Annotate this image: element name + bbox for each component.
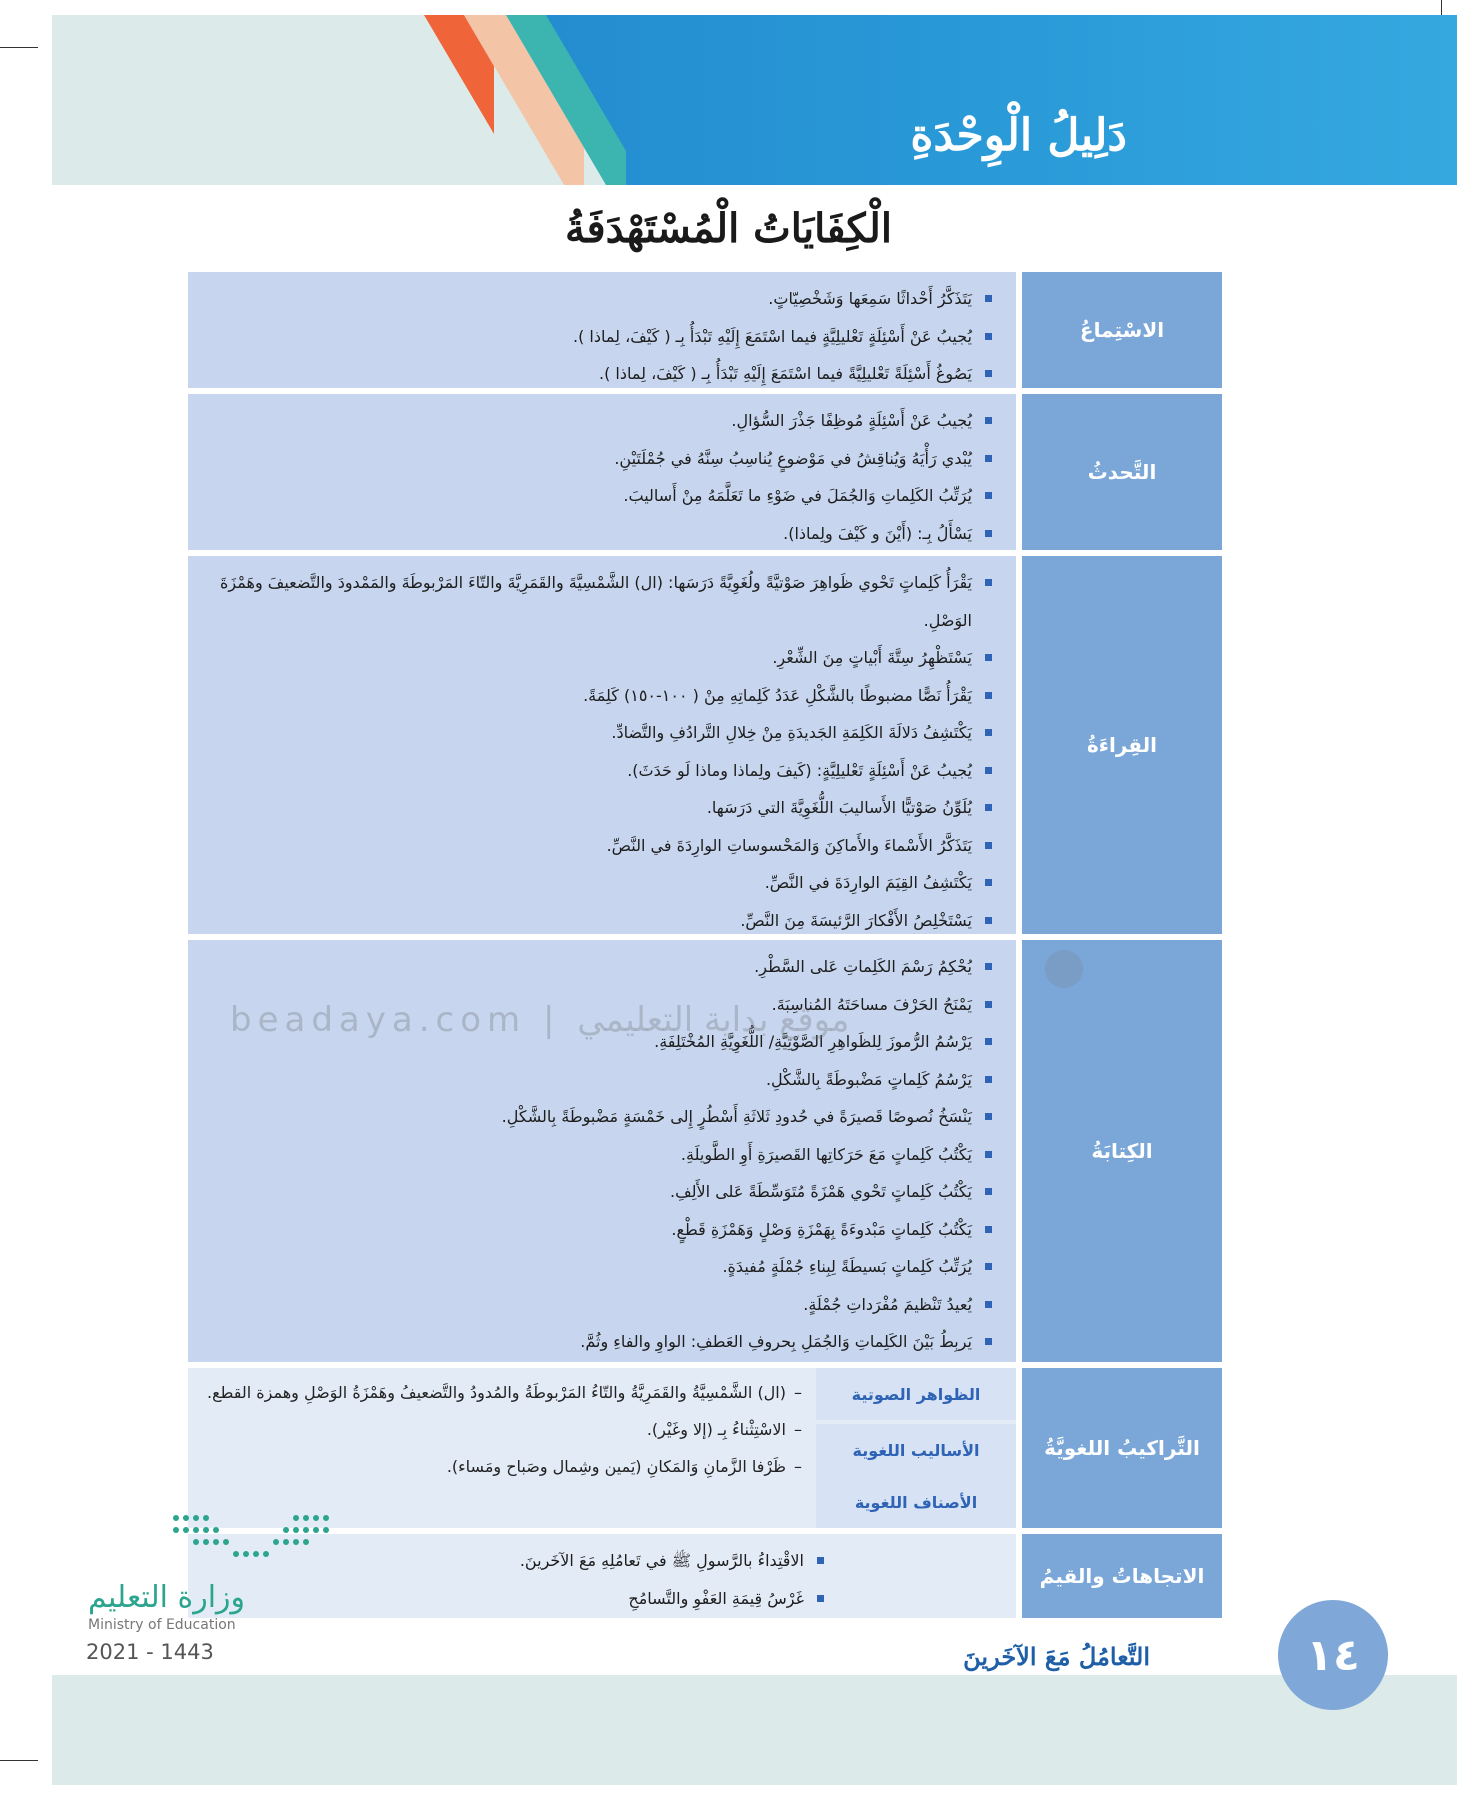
section-label-cell [1022, 394, 1222, 550]
list-item: يَصُوغُ أَسْئِلَةً تَعْليلِيَّةً فيما اسْتَمَعَ إِلَيْهِ تَبْدَأُ بِـ ( كَيْفَ، لِماذا ). [198, 355, 994, 393]
watermark-circle [1045, 950, 1083, 988]
section-label-cell [1022, 1368, 1222, 1528]
list-item: يَكْتُبُ كَلِماتٍ مَعَ حَرَكاتِها القَصيرَةِ أَوِ الطَّويلَةِ. [198, 1136, 994, 1174]
section-label: التَّراكيبُ اللغويَّةُ [1044, 1436, 1200, 1460]
list-item: يُحْكِمُ رَسْمَ الكَلِماتِ عَلى السَّطْرِ. [198, 948, 994, 986]
section-reading [188, 556, 1222, 934]
page-title: الْكِفَايَاتُ الْمُسْتَهْدَفَةُ [565, 205, 892, 252]
section-content [188, 556, 1016, 934]
list-item: يُجيبُ عَنْ أَسْئِلَةٍ تَعْليلِيَّةٍ: (كَيفَ ولِماذا وماذا لَو حَدَثَ). [198, 752, 994, 790]
section-content [188, 394, 1016, 550]
header-title: دَلِيلُ الْوِحْدَةِ [910, 110, 1127, 161]
list-item: يَمْنَحُ الحَرْفَ مساحَتَهُ المُناسِبَةَ. [198, 986, 994, 1024]
list-item: يَقْرَأُ كَلِماتٍ تَحْوي ظَواهِرَ صَوْتيَّةً ولُغَوِيَّةً دَرَسَها: (ال) الشَّمْسِيَّةَ والقَمَرِيَّةَ والتّاءَ المَرْبوطَةَ والمَمْدودَ والتَّضعيفَ وهَمْزَةَ الوَصْلِ. [198, 564, 994, 639]
edition-year: 2021 - 1443 [86, 1640, 214, 1664]
list-item: الاقْتِداءُ بالرَّسولِ ﷺ في تَعامُلِهِ مَعَ الآخَرينَ. [198, 1542, 826, 1580]
structures-list [200, 1374, 802, 1485]
section-structures [188, 1368, 1222, 1528]
section-label-cell [1022, 940, 1222, 1362]
sub-label-styles: الأساليب اللغوية [816, 1424, 1016, 1476]
trim-mark [0, 1760, 38, 1761]
list-item: يُبْدي رَأْيَهُ وَيُناقِشُ في مَوْضوعٍ يُناسِبُ سِنَّهُ في جُمْلَتَيْنِ. [198, 440, 994, 478]
list-item: – (ال) الشَّمْسِيَّةُ والقَمَرِيَّةُ والتّاءُ المَرْبوطَةُ والمُدودُ والتَّضعيفُ وهَمْزَةُ الوَصْلِ وهمزة القطع. [200, 1374, 802, 1411]
list-item: يَتَذَكَّرُ الأَسْماءَ والأَماكِنَ وَالمَحْسوساتِ الوارِدَةَ في النَّصِّ. [198, 827, 994, 865]
unit-title: التَّعامُلُ مَعَ الآخَرينَ [963, 1642, 1150, 1671]
section-label-cell [1022, 1534, 1222, 1618]
list-item: يَكْتُبُ كَلِماتٍ مَبْدوءَةً بِهَمْزَةِ وَصْلٍ وَهَمْزَةِ قَطْعٍ. [198, 1211, 994, 1249]
section-content [188, 272, 1016, 388]
list-item: يَكْتَشِفُ دَلالَةَ الكَلِمَةِ الجَديدَةِ مِنْ خِلالِ التَّرادُفِ والتَّضادِّ. [198, 714, 994, 752]
list-item: يُلَوِّنُ صَوْتيًّا الأَساليبَ اللُّغَوِيَّةَ التي دَرَسَها. [198, 789, 994, 827]
list-item: يَرْسُمُ كَلِماتٍ مَضْبوطَةً بِالشَّكْلِ. [198, 1061, 994, 1099]
list-item: يُجيبُ عَنْ أَسْئِلَةٍ تَعْليلِيَّةٍ فيما اسْتَمَعَ إِلَيْهِ تَبْدَأُ بِـ ( كَيْفَ، لِماذا ). [198, 318, 994, 356]
list-item: يَكْتُبُ كَلِماتٍ تَحْوي هَمْزَةً مُتَوَسِّطَةً عَلى الأَلِفِ. [198, 1173, 994, 1211]
section-label: التَّحدثُ [1087, 460, 1157, 484]
sub-label-phonetic: الظواهر الصوتية [816, 1368, 1016, 1420]
footer-band [52, 1675, 1457, 1785]
list-item: يَكْتَشِفُ القِيَمَ الوارِدَةَ في النَّصِّ. [198, 864, 994, 902]
section-label: الكِتابَةُ [1091, 1139, 1153, 1163]
list-item: يَسْتَظْهِرُ سِتَّةَ أَبْياتٍ مِنَ الشِّعْرِ. [198, 639, 994, 677]
ministry-name-en: Ministry of Education [88, 1617, 236, 1633]
list-item: يَقْرَأُ نَصًّا مضبوطًا بالشَّكْلِ عَدَدُ كَلِماتِهِ مِنْ ( ١٠٠-١٥٠) كَلِمَةً. [198, 677, 994, 715]
section-label-cell [1022, 272, 1222, 388]
header-blue-panel [52, 15, 1457, 185]
list-item: يَتَذَكَّرُ أَحْداثًا سَمِعَها وَشَخْصِيّاتٍ. [198, 280, 994, 318]
page-number-badge: ١٤ [1278, 1600, 1388, 1710]
list-item: يُرَتِّبُ الكَلِماتِ وَالجُمَلَ في ضَوْءِ ما تَعَلَّمَهُ مِنْ أَساليبَ. [198, 477, 994, 515]
list-item: يَربِطُ بَيْنَ الكَلِماتِ وَالجُمَلِ بِحروفِ العَطفِ: الواوِ والفاءِ وثُمَّ. [198, 1323, 994, 1361]
list-item: يَرْسُمُ الرُّموزَ لِلظَواهِرِ الصَّوْتِيَّةِ/ اللُّغَوِيَّةِ المُخْتَلِفَةِ. [198, 1023, 994, 1061]
sub-label-categories: الأصناف اللغوية [816, 1476, 1016, 1528]
ministry-name-ar: وزارة التعليم [88, 1580, 246, 1615]
watermark-url: beadaya.com | موقع بداية التعليمي [230, 1000, 850, 1040]
list-item: يُرَتِّبُ كَلِماتٍ بَسيطَةً لِبِناءِ جُمْلَةٍ مُفيدَةٍ. [198, 1248, 994, 1286]
list-item: يُجيبُ عَنْ أَسْئِلَةٍ مُوظِفًا جَذْرَ السُّؤالِ. [198, 402, 994, 440]
list-item: يَسْأَلُ بِـ: (أَيْنَ و كَيْفَ ولِماذا). [198, 515, 994, 553]
section-label: القِراءَةُ [1086, 733, 1158, 757]
list-item: يَنْسَخُ نُصوصًا قَصيرَةً في حُدودِ ثَلاثَةِ أَسْطُرٍ إِلى خَمْسَةٍ مَضْبوطَةً بِالشَّكْلِ. [198, 1098, 994, 1136]
list-item: يَسْتَخْلِصُ الأَفْكارَ الرَّئيسَةَ مِنَ النَّصِّ. [198, 902, 994, 940]
ministry-logo-icon [170, 1512, 350, 1562]
list-item: يُعيدُ تَنْظيمَ مُفْرَداتِ جُمْلَةٍ. [198, 1286, 994, 1324]
section-speaking [188, 394, 1222, 550]
structures-sub-labels [816, 1368, 1016, 1528]
section-label: الاتجاهاتُ والقيمُ [1039, 1564, 1205, 1588]
section-label-cell [1022, 556, 1222, 934]
section-listening [188, 272, 1222, 388]
header-band [52, 15, 1457, 185]
list-item: غَرْسُ قِيمَةِ العَفْوِ والتَّسامُحِ [198, 1580, 826, 1618]
section-label: الاسْتِماعُ [1079, 318, 1165, 342]
list-item: – ظَرْفا الزَّمانِ وَالمَكانِ (يَمين وشِمال وصَباح ومَساء). [200, 1448, 802, 1485]
trim-mark [0, 47, 38, 48]
list-item: – الاسْتِثْناءُ بِـ (إلا وغَيْر). [200, 1411, 802, 1448]
